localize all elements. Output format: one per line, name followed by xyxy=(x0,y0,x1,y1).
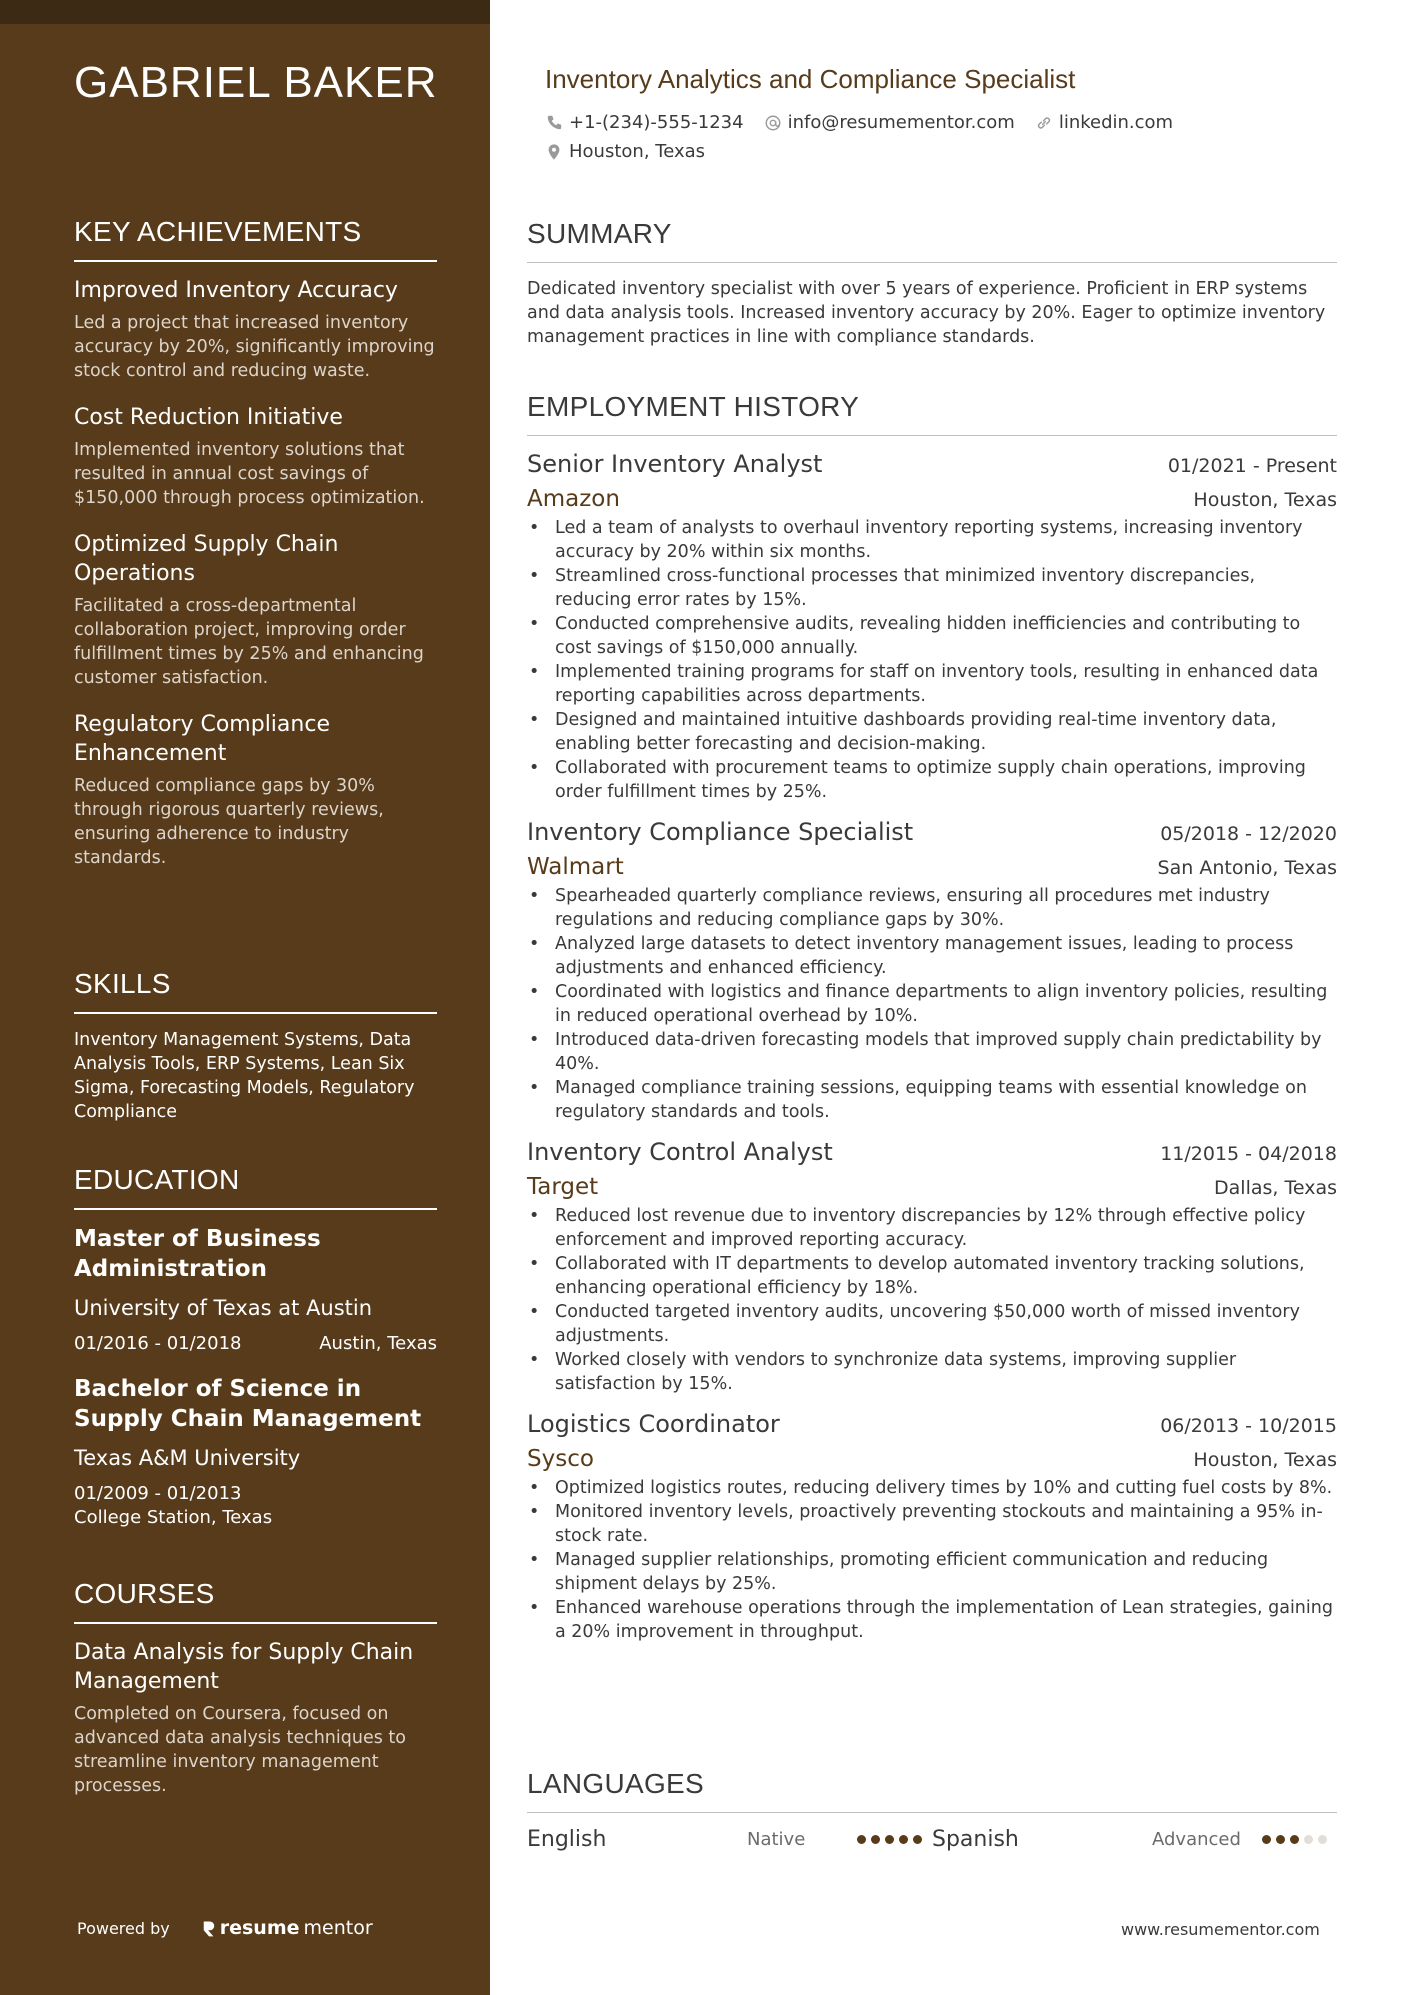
education-school: University of Texas at Austin xyxy=(74,1296,373,1320)
education-item xyxy=(74,1224,437,1356)
job-dates: 06/2013 - 10/2015 xyxy=(1160,1415,1337,1437)
job-bullet: • Implemented training programs for staff on inventory tools, resulting in enhanced data reporting capabilities across departments. xyxy=(527,660,1337,708)
job-company: Walmart xyxy=(527,854,624,880)
achievement-description: Implemented inventory solutions that resulted in annual cost savings of $150,000 through process optimization. xyxy=(74,440,425,508)
achievement-title: Optimized Supply Chain Operations xyxy=(74,532,339,586)
job-bullet: • Collaborated with procurement teams to optimize supply chain operations, improving order fulfillment times by 25%. xyxy=(527,756,1337,804)
job-dates: 01/2021 - Present xyxy=(1167,455,1337,477)
resumementor-logo[interactable] xyxy=(202,1917,373,1939)
rating-dot-empty xyxy=(1318,1835,1327,1844)
language-name: Spanish xyxy=(932,1827,1019,1852)
brand-mentor: mentor xyxy=(303,1917,373,1939)
summary-heading: SUMMARY xyxy=(527,218,1337,263)
job-bullet: • Introduced data-driven forecasting models that improved supply chain predictability by 40%. xyxy=(527,1028,1337,1076)
rating-dot-filled xyxy=(1276,1835,1285,1844)
education-school: Texas A&M University xyxy=(74,1446,301,1470)
contact-linkedin[interactable] xyxy=(1035,112,1173,133)
language-item xyxy=(527,1827,932,1852)
summary-section xyxy=(527,218,1337,349)
language-rating xyxy=(1262,1835,1327,1844)
job-bullet: • Worked closely with vendors to synchronize data systems, improving supplier satisfaction by 15%. xyxy=(527,1348,1337,1396)
job-role: Inventory Control Analyst xyxy=(527,1138,833,1166)
job-bullet: • Enhanced warehouse operations through the implementation of Lean strategies, gaining a 20% improvement in throughput. xyxy=(527,1596,1337,1644)
job-bullet: • Designed and maintained intuitive dashboards providing real-time inventory data, enabling better forecasting and decision-making. xyxy=(527,708,1337,756)
language-name: English xyxy=(527,1827,607,1852)
job-dates: 05/2018 - 12/2020 xyxy=(1160,823,1337,845)
job-bullets xyxy=(527,1204,1337,1396)
education-degree: Bachelor of Science in Supply Chain Management xyxy=(74,1376,422,1432)
job-bullets xyxy=(527,516,1337,804)
phone-text: +1-(234)-555-1234 xyxy=(569,112,744,133)
job-location: San Antonio, Texas xyxy=(1157,857,1337,879)
job-location: Houston, Texas xyxy=(1193,489,1337,511)
language-item xyxy=(932,1827,1337,1852)
key-achievements-heading: KEY ACHIEVEMENTS xyxy=(74,216,437,262)
courses-heading: COURSES xyxy=(74,1578,437,1624)
skills-list: Inventory Management Systems, Data Analysis Tools, ERP Systems, Lean Six Sigma, Forecasting Models, Regulatory Compliance xyxy=(74,1030,415,1122)
job-role: Inventory Compliance Specialist xyxy=(527,818,914,846)
at-icon xyxy=(764,114,782,132)
achievement-title: Improved Inventory Accuracy xyxy=(74,278,398,303)
job-company: Target xyxy=(527,1174,599,1200)
education-heading: EDUCATION xyxy=(74,1164,437,1210)
achievement-title: Regulatory Compliance Enhancement xyxy=(74,712,330,766)
education-location: Austin, Texas xyxy=(319,1333,437,1354)
achievement-item xyxy=(74,276,437,383)
languages-section xyxy=(527,1768,1337,1852)
rating-dot-filled xyxy=(1262,1835,1271,1844)
skills-section xyxy=(74,968,437,1124)
contact-phone[interactable] xyxy=(545,112,744,133)
job-entry xyxy=(527,450,1337,804)
headline: Inventory Analytics and Compliance Specialist xyxy=(545,64,1076,94)
powered-by xyxy=(77,1917,373,1939)
job-entry xyxy=(527,1138,1337,1396)
sidebar-top-band xyxy=(0,0,490,24)
job-bullet: • Collaborated with IT departments to develop automated inventory tracking solutions, enhancing operational efficiency by 18%. xyxy=(527,1252,1337,1300)
job-bullet: • Analyzed large datasets to detect inventory management issues, leading to process adjustments and enhanced efficiency. xyxy=(527,932,1337,980)
summary-text: Dedicated inventory specialist with over 5 years of experience. Proficient in ERP systems and data analysis tools. Increased inventory accuracy by 20%. Eager to optimize inventory management practices in line with compliance standards. xyxy=(527,279,1326,347)
job-company: Sysco xyxy=(527,1446,594,1472)
powered-by-label: Powered by xyxy=(77,1918,170,1938)
achievement-item xyxy=(74,403,437,510)
linkedin-text: linkedin.com xyxy=(1058,112,1174,133)
job-bullet: • Streamlined cross-functional processes that minimized inventory discrepancies, reducing error rates by 15%. xyxy=(527,564,1337,612)
achievement-item xyxy=(74,530,437,690)
courses-section xyxy=(74,1578,437,1818)
contact-location xyxy=(545,141,705,162)
skills-heading: SKILLS xyxy=(74,968,437,1014)
job-bullet: • Conducted targeted inventory audits, uncovering $50,000 worth of missed inventory adjustments. xyxy=(527,1300,1337,1348)
phone-icon xyxy=(545,114,563,132)
employment-section xyxy=(527,391,1337,1658)
rating-dot-filled xyxy=(871,1835,880,1844)
sidebar xyxy=(0,0,490,1995)
location-text: Houston, Texas xyxy=(569,141,706,162)
language-rating xyxy=(857,1835,922,1844)
job-entry xyxy=(527,818,1337,1124)
job-bullet: • Coordinated with logistics and finance departments to align inventory policies, resulting in reduced operational overhead by 10%. xyxy=(527,980,1337,1028)
job-bullets xyxy=(527,1476,1337,1644)
resumementor-logo-icon xyxy=(202,1919,216,1938)
rating-dot-filled xyxy=(1290,1835,1299,1844)
education-item xyxy=(74,1374,437,1530)
job-dates: 11/2015 - 04/2018 xyxy=(1160,1143,1337,1165)
job-bullet: • Optimized logistics routes, reducing delivery times by 10% and cutting fuel costs by 8%. xyxy=(527,1476,1337,1500)
contact-info xyxy=(545,112,1245,170)
achievement-description: Facilitated a cross-departmental collaboration project, improving order fulfillment times by 25% and enhancing customer satisfaction. xyxy=(74,596,424,688)
job-role: Senior Inventory Analyst xyxy=(527,450,823,478)
course-description: Completed on Coursera, focused on advanced data analysis techniques to streamline inventory management processes. xyxy=(74,1704,406,1796)
key-achievements-section xyxy=(74,216,437,890)
course-item xyxy=(74,1638,437,1798)
email-text: info@resumementor.com xyxy=(787,112,1015,133)
education-dates: 01/2009 - 01/2013 xyxy=(74,1483,242,1504)
job-entry xyxy=(527,1410,1337,1644)
education-degree: Master of Business Administration xyxy=(74,1226,321,1282)
education-section xyxy=(74,1164,437,1548)
job-company: Amazon xyxy=(527,486,620,512)
languages-heading: LANGUAGES xyxy=(527,1768,1337,1813)
job-role: Logistics Coordinator xyxy=(527,1410,780,1438)
footer-url[interactable]: www.resumementor.com xyxy=(1121,1920,1320,1939)
candidate-name: GABRIEL BAKER xyxy=(74,58,438,107)
job-location: Dallas, Texas xyxy=(1214,1177,1337,1199)
job-bullet: • Conducted comprehensive audits, revealing hidden inefficiencies and contributing to cost savings of $150,000 annually. xyxy=(527,612,1337,660)
brand-resume: resume xyxy=(219,1917,300,1939)
achievement-item xyxy=(74,710,437,870)
contact-email[interactable] xyxy=(764,112,1015,133)
employment-heading: EMPLOYMENT HISTORY xyxy=(527,391,1337,436)
achievement-description: Led a project that increased inventory accuracy by 20%, significantly improving stock control and reducing waste. xyxy=(74,313,435,381)
language-level: Native xyxy=(747,1829,806,1850)
course-title: Data Analysis for Supply Chain Management xyxy=(74,1640,414,1694)
location-pin-icon xyxy=(545,143,563,161)
rating-dot-empty xyxy=(1304,1835,1313,1844)
rating-dot-filled xyxy=(885,1835,894,1844)
achievement-description: Reduced compliance gaps by 30% through rigorous quarterly reviews, ensuring adherence to industry standards. xyxy=(74,776,384,868)
job-bullet: • Monitored inventory levels, proactively preventing stockouts and maintaining a 95% in-stock rate. xyxy=(527,1500,1337,1548)
rating-dot-filled xyxy=(913,1835,922,1844)
job-bullet: • Reduced lost revenue due to inventory discrepancies by 12% through effective policy enforcement and improved reporting accuracy. xyxy=(527,1204,1337,1252)
job-bullets xyxy=(527,884,1337,1124)
job-bullet: • Managed supplier relationships, promoting efficient communication and reducing shipment delays by 25%. xyxy=(527,1548,1337,1596)
achievement-title: Cost Reduction Initiative xyxy=(74,405,343,430)
education-dates: 01/2016 - 01/2018 xyxy=(74,1333,242,1354)
job-bullet: • Managed compliance training sessions, equipping teams with essential knowledge on regulatory standards and tools. xyxy=(527,1076,1337,1124)
rating-dot-filled xyxy=(899,1835,908,1844)
link-icon xyxy=(1035,114,1053,132)
language-level: Advanced xyxy=(1152,1829,1241,1850)
job-bullet: • Led a team of analysts to overhaul inventory reporting systems, increasing inventory accuracy by 20% within six months. xyxy=(527,516,1337,564)
job-location: Houston, Texas xyxy=(1193,1449,1337,1471)
rating-dot-filled xyxy=(857,1835,866,1844)
education-location: College Station, Texas xyxy=(74,1507,273,1528)
job-bullet: • Spearheaded quarterly compliance reviews, ensuring all procedures met industry regulations and reducing compliance gaps by 30%. xyxy=(527,884,1337,932)
